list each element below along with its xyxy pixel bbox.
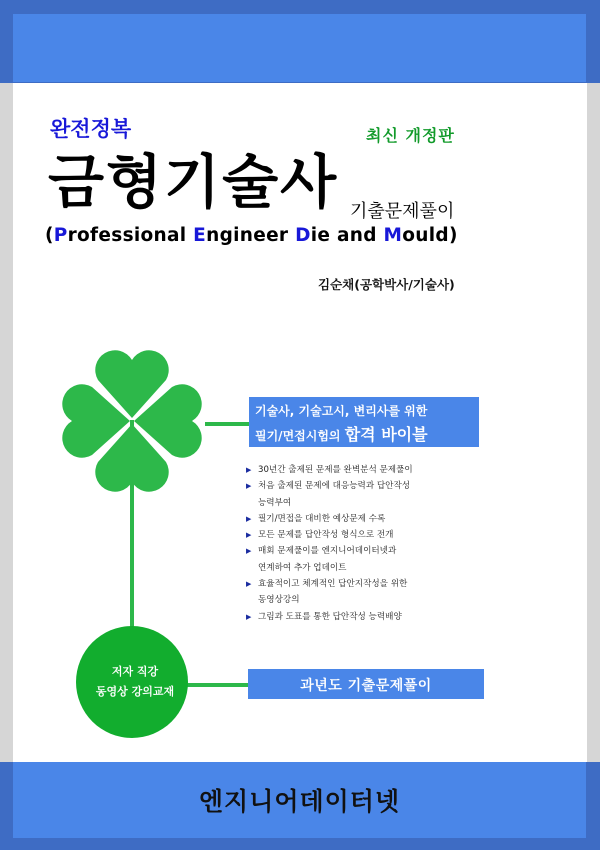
publisher-name: 엔지니어데이터넷	[198, 787, 401, 816]
feature-list	[246, 462, 496, 625]
past-exam-badge	[248, 669, 484, 699]
feature-item-continuation: 능력부여	[258, 497, 292, 508]
english-word: ould	[402, 225, 449, 246]
feature-item: ▶ 처음 출제된 문제에 대응능력과 답안작성	[246, 478, 496, 494]
english-word: ngineer	[206, 225, 296, 246]
english-initial: M	[383, 225, 403, 246]
past-exam-badge-label: 과년도 기출문제풀이	[300, 678, 432, 694]
english-initial: P	[53, 225, 68, 246]
english-initial: D	[295, 225, 311, 246]
book-title: 금형기술사	[48, 148, 339, 216]
bullet-triangle-icon: ▶	[246, 466, 252, 474]
feature-item: ▶ 모든 문제를 답안작성 형식으로 전개	[246, 527, 496, 543]
kicker-text: 완전정복	[50, 117, 132, 141]
english-close-paren: )	[448, 225, 458, 246]
bullet-triangle-icon: ▶	[246, 531, 252, 540]
feature-item-continuation: 동영상강의	[258, 595, 300, 606]
bullet-triangle-icon: ▶	[246, 514, 252, 523]
english-title	[45, 225, 458, 246]
circle-label-line1: 저자 직강	[111, 665, 159, 678]
bullet-triangle-icon: ▶	[246, 547, 252, 556]
bottom-band	[0, 762, 600, 850]
audience-badge-line1: 기술사, 기술고시, 변리사를 위한	[255, 404, 428, 418]
bullet-triangle-icon: ▶	[246, 612, 252, 621]
feature-item: ▶ 매회 문제풀이를 엔지니어데이터넷과	[246, 543, 496, 559]
edition-label: 최신 개정판	[366, 126, 455, 145]
audience-badge-prefix: 필기/면접시험의	[255, 429, 345, 443]
english-open-paren: (	[45, 225, 54, 246]
author-name: 김순채(공학박사/기술사)	[318, 277, 455, 292]
green-circle	[76, 626, 188, 738]
feature-item: ▶ 그림과 도표를 통한 답안작성 능력배양	[246, 609, 496, 625]
circle-label-line2: 동영상 강의교재	[95, 685, 175, 698]
bullet-triangle-icon: ▶	[246, 482, 252, 491]
audience-badge	[249, 397, 479, 447]
bullet-triangle-icon: ▶	[246, 580, 252, 589]
feature-item: ▶ 30년간 출제된 문제를 완벽분석 문제풀이	[246, 462, 496, 478]
english-initial: E	[193, 225, 207, 246]
feature-item-continuation: 연계하여 추가 업데이트	[258, 562, 347, 573]
bottom-band-inner	[13, 762, 586, 838]
feature-item: ▶ 필기/면접을 대비한 예상문제 수록	[246, 511, 496, 527]
feature-item: ▶ 효율적이고 체계적인 답안지작성을 위한	[246, 576, 496, 592]
audience-badge-emphasis: 합격 바이블	[344, 425, 428, 444]
english-word: ie and	[310, 225, 384, 246]
english-word: rofessional	[67, 225, 194, 246]
audience-badge-line2	[255, 422, 428, 445]
book-subtitle: 기출문제풀이	[350, 201, 455, 222]
